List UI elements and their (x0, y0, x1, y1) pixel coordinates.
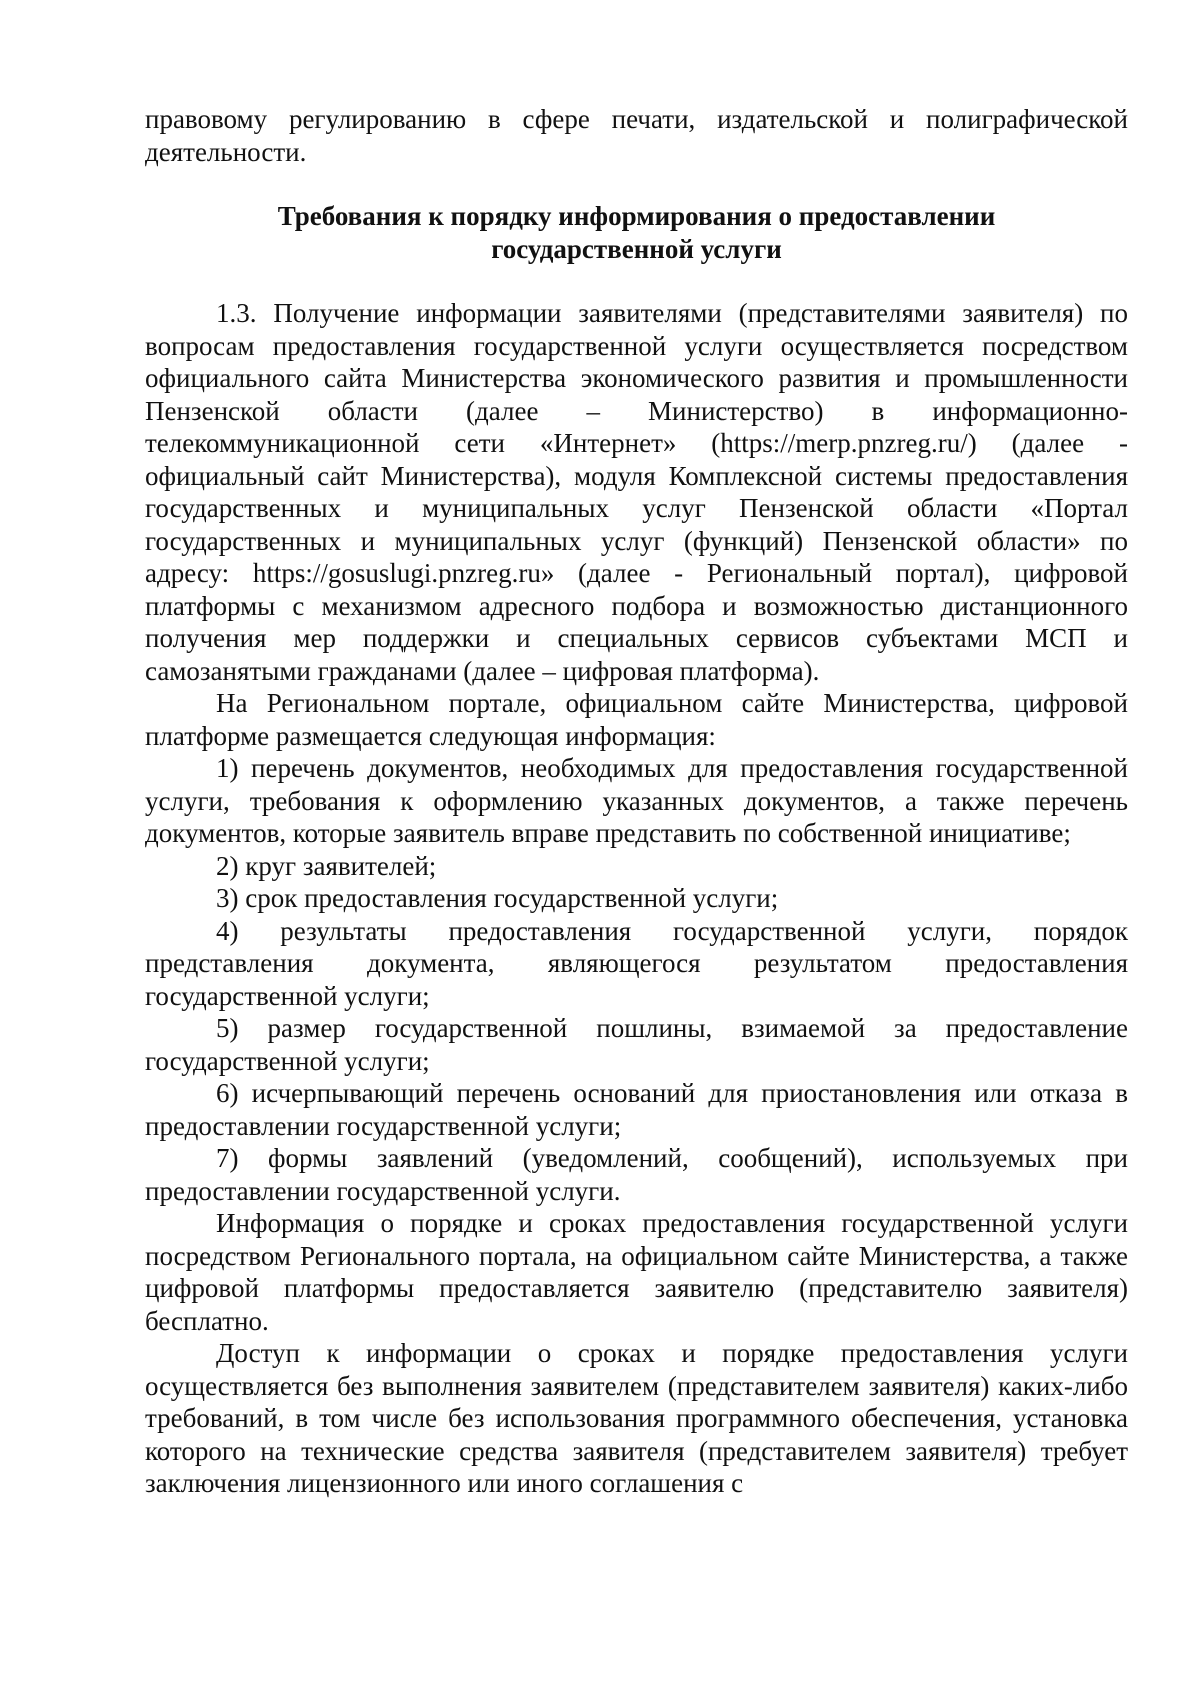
list-item-2: 2) круг заявителей; (216, 850, 437, 881)
list-item-6: 6) исчерпывающий перечень оснований для приостановления или отказа в предоставлении государственной услуги; (145, 1078, 1128, 1141)
section-heading (145, 200, 1128, 265)
list-item-5: 5) размер государственной пошлины, взимаемой за предоставление государственной услуги; (145, 1013, 1128, 1076)
section-heading-line-1: Требования к порядку информирования о предоставлении (277, 201, 996, 231)
paragraph-access-information: Доступ к информации о сроках и порядке предоставления услуги осуществляется без выполнения заявителем (представителем заявителя) каких-либо требований, в том числе без использования программного обеспечения, установка которого на технические средства заявителя (представителем заявителя) требует заключения лицензионного или иного соглашения с (145, 1338, 1128, 1498)
list-item-4: 4) результаты предоставления государственной услуги, порядок представления документа, являющегося результатом предоставления государственной услуги; (145, 915, 1128, 1011)
document-page (145, 103, 1128, 1500)
paragraph-1-3: 1.3. Получение информации заявителями (представителями заявителя) по вопросам предоставления государственной услуги осуществляется посредством официального сайта Министерства экономического развития и промышленности Пензенской области (далее – Министерство) в информационно-телекоммуникационной сети «Интернет» (https://merp.pnzreg.ru/) (далее - официальный сайт Министерства), модуля Комплексной системы предоставления государственных и муниципальных услуг Пензенской области «Портал государственных и муниципальных услуг (функций) Пензенской области» по адресу: https://gosuslugi.pnzreg.ru» (далее - Региональный портал), цифровой платформы с механизмом адресного подбора и возможностью дистанционного получения мер поддержки и специальных сервисов субъектами МСП и самозанятыми гражданами (далее – цифровая платформа). (145, 298, 1128, 686)
paragraph-info-list-intro: На Региональном портале, официальном сайте Министерства, цифровой платформе размещается следующая информация: (145, 688, 1128, 751)
list-item-3: 3) срок предоставления государственной услуги; (216, 883, 779, 913)
intro-continuation-paragraph: правовому регулированию в сфере печати, издательской и полиграфической деятельности. (145, 104, 1128, 167)
list-item-1: 1) перечень документов, необходимых для предоставления государственной услуги, требования к оформлению указанных документов, а также перечень документов, которые заявитель вправе представить по собственной инициативе; (145, 753, 1128, 848)
section-heading-line-2: государственной услуги (491, 233, 782, 264)
section-body (145, 297, 1128, 1500)
list-item-7: 7) формы заявлений (уведомлений, сообщений), используемых при предоставлении государственной услуги. (145, 1143, 1128, 1206)
paragraph-free-information: Информация о порядке и сроках предоставления государственной услуги посредством Регионального портала, на официальном сайте Министерства, а также цифровой платформы предоставляется заявителю (представителю заявителя) бесплатно. (145, 1208, 1128, 1336)
